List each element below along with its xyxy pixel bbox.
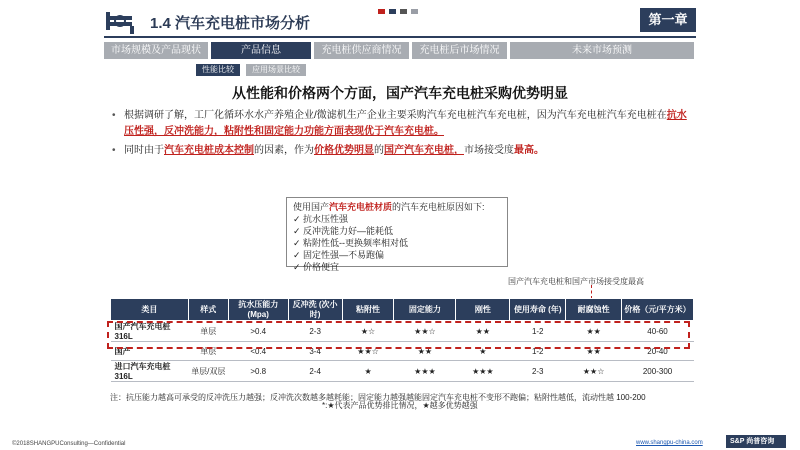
bullet-text: 市场接受度 bbox=[464, 145, 514, 156]
table-cell: 单层 bbox=[188, 342, 228, 361]
title-divider bbox=[104, 36, 696, 38]
table-cell: 200-300 bbox=[622, 361, 694, 382]
reason-intro bbox=[293, 201, 501, 213]
table-cell: 1-2 bbox=[510, 321, 566, 342]
table-cell: ★★ bbox=[566, 321, 622, 342]
table-header: 粘附性 bbox=[342, 299, 394, 321]
reason-intro-text: 使用国产 bbox=[293, 202, 330, 212]
table-cell: ★★★ bbox=[394, 361, 456, 382]
tab-market-scale[interactable]: 市场规模及产品现状 bbox=[104, 42, 208, 59]
footer-link[interactable]: www.shangpu-china.com bbox=[636, 440, 703, 446]
table-cell: 单层 bbox=[188, 321, 228, 342]
table-cell: ★★ bbox=[394, 342, 456, 361]
table-header: 耐腐蚀性 bbox=[566, 299, 622, 321]
star-legend: *:★代表产品优势排比情况，★越多优势越强 bbox=[322, 401, 478, 410]
bullet-text: 的因素，作为 bbox=[254, 145, 314, 156]
reason-item: ✓ 固定性强—不易跑偏 bbox=[293, 249, 501, 261]
table-cell: <0.4 bbox=[228, 342, 288, 361]
table-cell: 2-3 bbox=[510, 361, 566, 382]
section-title: 1.4 汽车充电桩市场分析 bbox=[150, 15, 311, 32]
bullet-highlight: 汽车充电桩成本控制 bbox=[164, 145, 254, 156]
slide-headline: 从性能和价格两个方面，国产汽车充电桩采购优势明显 bbox=[232, 85, 568, 101]
subtabs bbox=[196, 64, 306, 76]
reason-item: ✓ 抗水压性强 bbox=[293, 213, 501, 225]
accent-dot bbox=[411, 9, 418, 14]
table-header: 刚性 bbox=[456, 299, 510, 321]
table-header: 固定能力 bbox=[394, 299, 456, 321]
table-cell: 进口汽车充电桩 316L bbox=[111, 361, 189, 382]
table-cell: 40-60 bbox=[622, 321, 694, 342]
bullet-highlight: 价格优势明显 bbox=[314, 145, 374, 156]
bullet-list bbox=[112, 108, 692, 162]
reason-item: ✓ 反冲洗能力好—能耗低 bbox=[293, 225, 501, 237]
reason-intro-text: 的汽车充电桩原因如下: bbox=[392, 202, 485, 212]
table-cell: 20-40 bbox=[622, 342, 694, 361]
table-cell: 3-4 bbox=[288, 342, 342, 361]
faucet-logo-icon bbox=[104, 8, 138, 38]
accent-dot bbox=[400, 9, 407, 14]
table-cell: ★☆ bbox=[342, 321, 394, 342]
bullet-item bbox=[112, 143, 692, 159]
table-cell: 2-4 bbox=[288, 361, 342, 382]
table-cell: ★ bbox=[342, 361, 394, 382]
tab-suppliers[interactable]: 充电桩供应商情况 bbox=[314, 42, 409, 59]
reason-item: ✓ 价格便宜 bbox=[293, 261, 501, 273]
table-cell: >0.4 bbox=[228, 321, 288, 342]
reason-box bbox=[286, 197, 508, 272]
tab-forecast[interactable]: 未来市场预测 bbox=[510, 42, 694, 59]
bullet-text: 根据调研了解，工厂化循环水水产养殖企业/微滤机生产企业主要采购汽车充电桩汽车充电桩，因为汽车充电桩汽车充电桩在 bbox=[124, 110, 667, 121]
accent-dot bbox=[378, 9, 385, 14]
section-tabs bbox=[104, 42, 694, 59]
table-cell: ★★☆ bbox=[394, 321, 456, 342]
table-header-row bbox=[111, 299, 694, 321]
tab-product-info[interactable]: 产品信息 bbox=[211, 42, 311, 59]
accent-dots bbox=[378, 9, 418, 14]
callout-line bbox=[591, 285, 592, 299]
bullet-text: 的 bbox=[374, 145, 384, 156]
table-cell: ★★ bbox=[456, 321, 510, 342]
bullet-highlight: 国产汽车充电桩， bbox=[384, 145, 464, 156]
table-cell: >0.8 bbox=[228, 361, 288, 382]
table-header: 使用寿命 (年) bbox=[510, 299, 566, 321]
table-header: 类目 bbox=[111, 299, 189, 321]
table-header: 抗水压能力 (Mpa) bbox=[228, 299, 288, 321]
footer-logo: S&P 尚普咨询 bbox=[726, 435, 786, 448]
table-header: 反冲洗 (次小时) bbox=[288, 299, 342, 321]
tab-aftermarket[interactable]: 充电桩后市场情况 bbox=[412, 42, 507, 59]
table-cell: ★★★ bbox=[456, 361, 510, 382]
table-header: 样式 bbox=[188, 299, 228, 321]
reason-item: ✓ 粘附性低--更换频率相对低 bbox=[293, 237, 501, 249]
table-cell: 2-3 bbox=[288, 321, 342, 342]
accent-dot bbox=[389, 9, 396, 14]
table-cell: 国产汽车充电桩 316L bbox=[111, 321, 189, 342]
table-header: 价格（元/平方米） bbox=[622, 299, 694, 321]
table-cell: ★★☆ bbox=[566, 361, 622, 382]
chapter-badge: 第一章 bbox=[640, 8, 696, 32]
table-cell: ★ bbox=[456, 342, 510, 361]
table-note: 注：抗压能力越高可承受的反冲洗压力越强；反冲洗次数越多越耗能；固定能力越强越能固定汽车充电桩不变形不跑偏；粘附性越低，流动性越 100-200 bbox=[110, 393, 646, 402]
table-cell: ★★ bbox=[566, 342, 622, 361]
footer-copyright: ©2018SHANGPUConsulting—Confidential bbox=[12, 441, 126, 447]
table-row bbox=[111, 361, 694, 382]
highlight-box bbox=[107, 321, 690, 349]
bullet-text: 同时由于 bbox=[124, 145, 164, 156]
subtab-performance[interactable]: 性能比较 bbox=[196, 64, 240, 76]
reason-intro-highlight: 汽车充电桩材质 bbox=[329, 202, 393, 212]
table-cell: ★★☆ bbox=[342, 342, 394, 361]
subtab-scenarios[interactable]: 应用场景比较 bbox=[246, 64, 306, 76]
bullet-highlight: 最高。 bbox=[514, 145, 544, 156]
bullet-highlight: 抗水压性强，反冲洗能力，粘附性和固定能力功能方面表现优于汽车充电桩。 bbox=[124, 110, 687, 137]
table-cell: 单层/双层 bbox=[188, 361, 228, 382]
table-cell: 国产 bbox=[111, 342, 189, 361]
table-cell: 1-2 bbox=[510, 342, 566, 361]
bullet-item bbox=[112, 108, 692, 140]
callout-text: 国产汽车充电桩和国产市场接受度最高 bbox=[508, 277, 644, 286]
